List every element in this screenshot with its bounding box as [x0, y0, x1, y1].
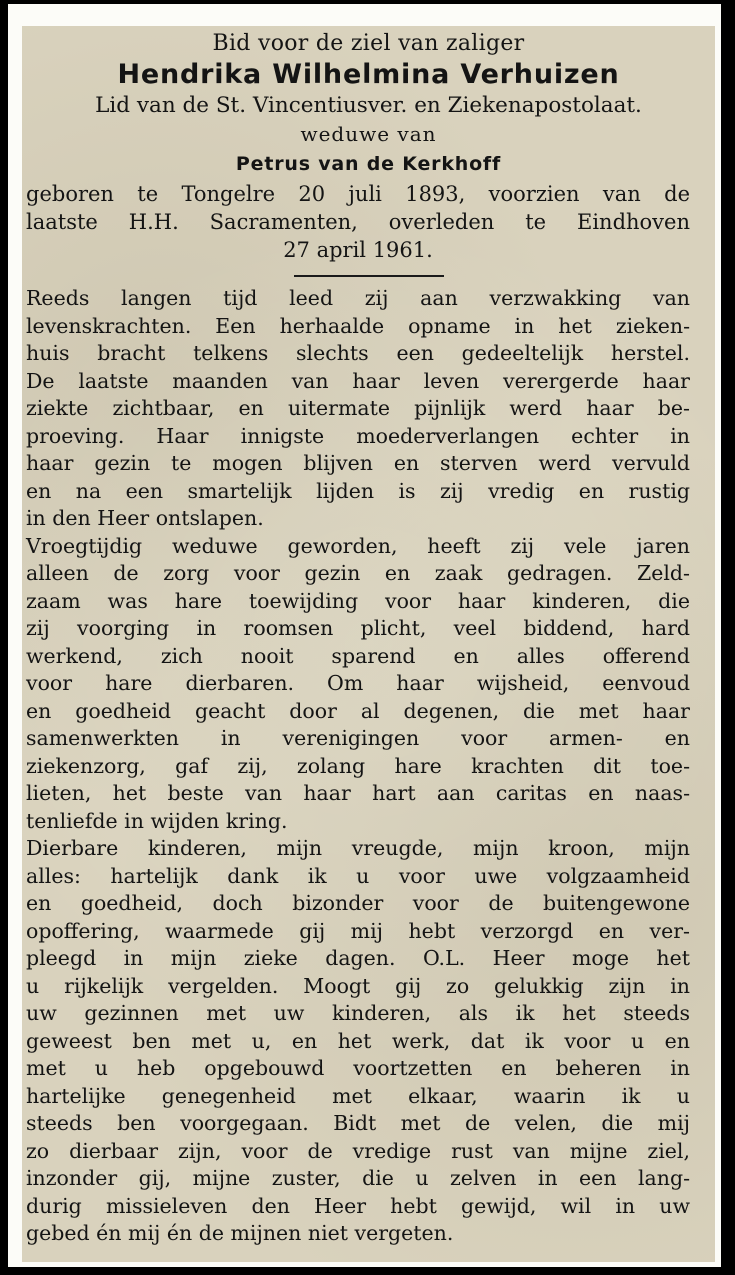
- text-line: werkend, zich nooit sparend en alles offerend: [26, 643, 690, 668]
- paragraph-illness: [26, 285, 711, 533]
- memorial-text: [22, 285, 715, 1248]
- deceased-name: Hendrika Wilhelmina Verhuizen: [117, 59, 620, 90]
- divider-rule: [294, 275, 444, 277]
- text-line: zaam was hare toewijding voor haar kinderen, die: [26, 588, 690, 613]
- text-line: voor hare dierbaren. Om haar wijsheid, eenvoud: [26, 671, 690, 695]
- text-line: zij voorging in roomsen plicht, veel biddend, hard: [26, 616, 690, 640]
- text-line: en goedheid, doch bizonder voor de buitengewone: [26, 891, 690, 915]
- text-line: Reeds langen tijd leed zij aan verzwakking van: [26, 286, 690, 310]
- text-line: met u heb opgebouwd voortzetten en beheren in: [26, 1056, 690, 1080]
- text-line: durig missieleven den Heer hebt gewijd, wil in uw: [26, 1193, 690, 1218]
- prayer-heading: Bid voor de ziel van zaliger: [212, 31, 525, 56]
- text-line: lieten, het beste van haar hart aan caritas en naas-: [26, 781, 690, 805]
- text-line: in den Heer ontslapen.: [26, 506, 264, 530]
- text-line: ziekenzorg, gaf zij, zolang hare krachten dit toe-: [26, 753, 690, 778]
- membership-line: Lid van de St. Vincentiusver. en Ziekenapostolaat.: [95, 93, 642, 118]
- text-line: alles: hartelijk dank ik u voor uwe volgzaamheid: [26, 863, 690, 888]
- birth-line-2: laatste H.H. Sacramenten, overleden te Eindhoven: [26, 210, 690, 234]
- text-line: tenliefde in wijden kring.: [26, 808, 288, 833]
- text-line: Dierbare kinderen, mijn vreugde, mijn kroon, mijn: [26, 836, 690, 860]
- birth-line-1: geboren te Tongelre 20 juli 1893, voorzien van de: [26, 182, 690, 206]
- widow-of-line: weduwe van: [300, 122, 437, 146]
- text-line: De laatste maanden van haar leven verergerde haar: [26, 368, 690, 393]
- text-line: alleen de zorg voor gezin en zaak gedragen. Zeld-: [26, 561, 690, 585]
- text-line: geweest ben met u, en het werk, dat ik voor u en: [26, 1028, 690, 1053]
- card-header: [22, 26, 715, 264]
- text-line: huis bracht telkens slechts een gedeeltelijk herstel.: [26, 341, 690, 365]
- text-line: zo dierbaar zijn, voor de vredige rust van mijne ziel,: [26, 1138, 690, 1163]
- text-line: proeving. Haar innigste moederverlangen echter in: [26, 423, 690, 448]
- text-line: u rijkelijk vergelden. Moogt gij zo gelukkig zijn in: [26, 973, 690, 998]
- paragraph-farewell: [26, 835, 711, 1248]
- text-line: levenskrachten. Een herhaalde opname in het zieken-: [26, 313, 690, 338]
- card-paper: [22, 26, 715, 1262]
- text-line: hartelijke genegenheid met elkaar, waarin ik u: [26, 1083, 690, 1108]
- text-line: inzonder gij, mijne zuster, die u zelven in een lang-: [26, 1166, 690, 1190]
- death-date-line: 27 april 1961.: [283, 238, 433, 262]
- text-line: haar gezin te mogen blijven en sterven werd vervuld: [26, 451, 690, 475]
- text-line: samenwerkten in verenigingen voor armen- en: [26, 726, 690, 750]
- paragraph-life: [26, 533, 711, 836]
- text-line: gebed én mij én de mijnen niet vergeten.: [26, 1221, 454, 1245]
- text-line: uw gezinnen met uw kinderen, als ik het steeds: [26, 1001, 690, 1025]
- husband-name: Petrus van de Kerkhoff: [235, 153, 502, 175]
- memorial-card: [8, 4, 721, 1267]
- text-line: pleegd in mijn zieke dagen. O.L. Heer moge het: [26, 946, 690, 970]
- text-line: en goedheid geacht door al degenen, die met haar: [26, 698, 690, 723]
- text-line: ziekte zichtbaar, en uitermate pijnlijk werd haar be-: [26, 396, 690, 420]
- text-line: en na een smartelijk lijden is zij vredig en rustig: [26, 478, 690, 503]
- text-line: opoffering, waarmede gij mij hebt verzorgd en ver-: [26, 918, 690, 943]
- text-line: steeds ben voorgegaan. Bidt met de velen, die mij: [26, 1111, 690, 1135]
- text-line: Vroegtijdig weduwe geworden, heeft zij vele jaren: [26, 533, 690, 558]
